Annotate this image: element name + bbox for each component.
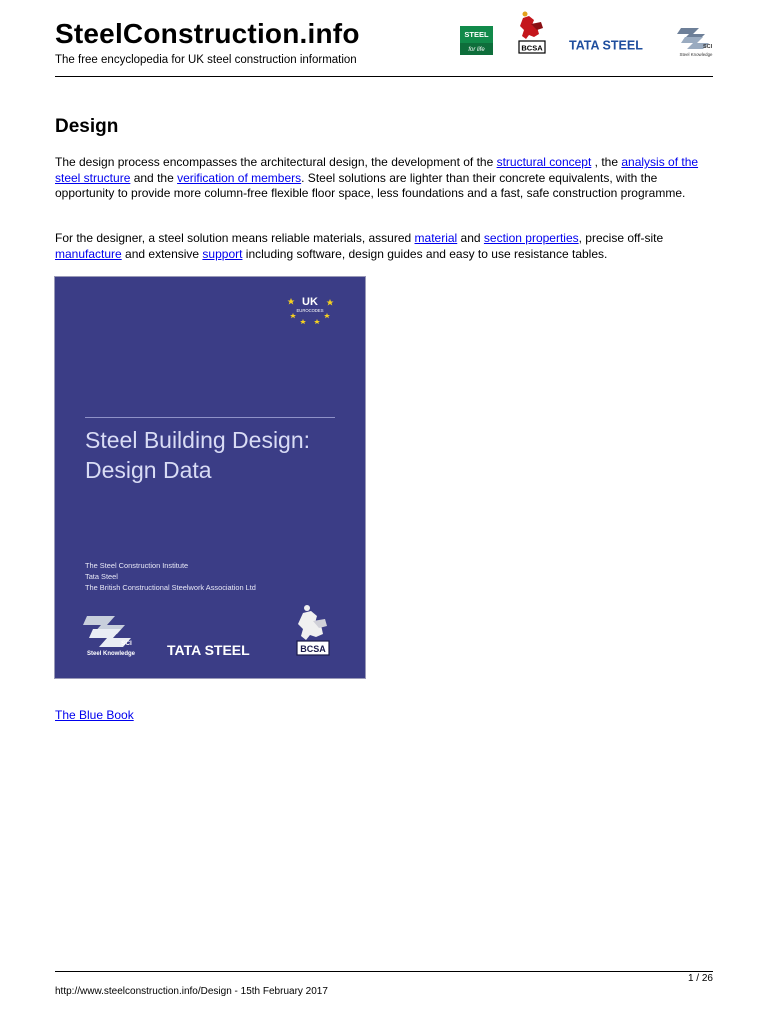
designer-text-2: and <box>457 231 484 245</box>
cover-bcsa-logo <box>295 603 331 657</box>
blue-book-link[interactable]: The Blue Book <box>55 708 134 722</box>
bcsa-logo-text: BCSA <box>521 43 543 53</box>
page-number: 1 / 26 <box>687 973 713 984</box>
footer-url-date: http://www.steelconstruction.info/Design - 15th February 2017 <box>55 986 328 997</box>
site-title[interactable]: SteelConstruction.info <box>55 18 360 49</box>
uk-badge-text: UK <box>302 296 318 308</box>
steel-for-life-line2: for life <box>468 47 485 53</box>
eurocodes-badge-text: EUROCODES <box>296 308 324 313</box>
cover-org-sci: The Steel Construction Institute <box>85 561 189 570</box>
intro-text-1: The design process encompasses the architectural design, the development of the <box>55 155 497 169</box>
structural-concept-link[interactable]: structural concept <box>496 155 592 169</box>
uk-eurocodes-badge <box>283 291 337 325</box>
steel-for-life-logo <box>460 26 493 55</box>
designer-text-1: For the designer, a steel solution means reliable materials, assured <box>55 231 415 245</box>
intro-text-4: . Steel solutions are lighter than their concrete equivalents, with the opportunity to provide more column-free flexible floor space, less foundations and a fast, safe construction programme. <box>55 170 686 200</box>
sci-logo <box>675 24 717 58</box>
cover-org-bcsa: The British Constructional Steelwork Association Ltd <box>85 583 256 592</box>
footer-divider <box>55 971 713 972</box>
material-link[interactable]: material <box>414 231 458 245</box>
sci-logo-caption: Steel Knowledge <box>679 52 713 57</box>
tata-steel-logo-text: TATA STEEL <box>569 38 643 53</box>
cover-sci-logo <box>81 613 143 657</box>
cover-title-line2: Design Data <box>85 457 212 483</box>
steel-for-life-line1: STEEL <box>464 30 489 39</box>
verification-of-members-link[interactable]: verification of members <box>177 170 302 185</box>
intro-text-3: and the <box>130 170 178 185</box>
intro-paragraph <box>55 155 715 202</box>
bcsa-logo <box>517 10 547 56</box>
cover-tata-text: TATA STEEL <box>167 642 250 658</box>
cover-title-line1: Steel Building Design: <box>85 427 311 453</box>
support-link[interactable]: support <box>202 246 243 261</box>
intro-text-2: , the <box>591 155 622 169</box>
site-header <box>55 18 713 77</box>
cover-title <box>85 425 310 485</box>
designer-text-3: , precise off-site <box>578 231 664 245</box>
cover-org-tata: Tata Steel <box>85 572 118 581</box>
designer-text-4: and extensive <box>121 246 203 261</box>
site-tagline: The free encyclopedia for UK steel construction information <box>55 54 357 66</box>
cover-bcsa-text: BCSA <box>300 644 326 654</box>
designer-text-5: including software, design guides and easy to use resistance tables. <box>242 246 608 261</box>
page-title: Design <box>55 116 119 137</box>
designer-paragraph <box>55 231 715 262</box>
cover-sci-short: SCI <box>121 640 132 647</box>
cover-divider <box>85 417 335 418</box>
analysis-of-steel-structure-link[interactable]: analysis of the steel structure <box>55 155 699 185</box>
cover-tata-steel-logo <box>167 641 267 659</box>
cover-sci-caption: Steel Knowledge <box>86 651 136 657</box>
sci-logo-short: SCI <box>703 44 713 50</box>
tata-steel-logo <box>569 37 659 53</box>
blue-book-cover-image[interactable] <box>55 277 365 678</box>
cover-organisations <box>85 560 256 593</box>
section-properties-link[interactable]: section properties <box>483 231 579 245</box>
manufacture-link[interactable]: manufacture <box>55 246 122 261</box>
